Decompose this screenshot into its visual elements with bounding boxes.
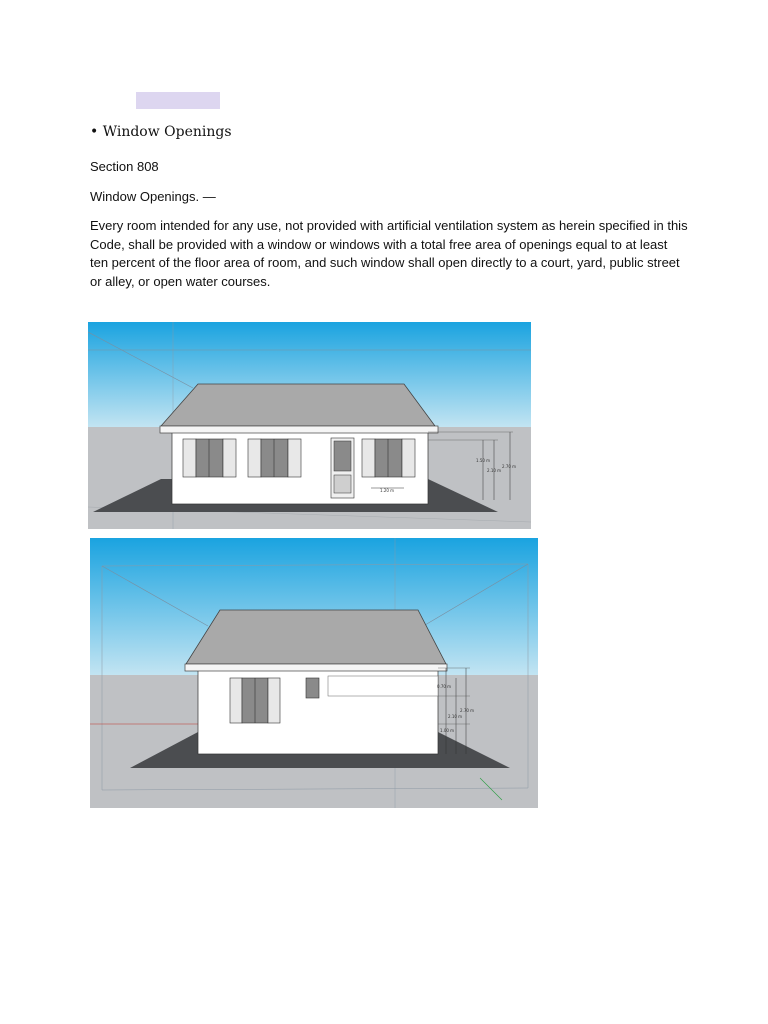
section-title: Window Openings. — — [90, 189, 216, 204]
dimension-label: 2.10 m — [487, 468, 502, 473]
text-highlight-mark — [136, 92, 220, 109]
dimension-label: 2.70 m — [502, 464, 517, 469]
body-line: Every room intended for any use, not provided with artificial ventilation system as herein specified in this — [90, 218, 688, 233]
house-side-elevation-image — [90, 538, 538, 808]
roof-fascia — [160, 426, 438, 433]
front-door — [331, 438, 354, 498]
front-window-3 — [362, 439, 415, 477]
dimension-label: 0.70 m — [437, 684, 452, 689]
section-label: Section 808 — [90, 159, 159, 174]
body-line: ten percent of the floor area of room, and such window shall open directly to a court, yard, public street — [90, 255, 680, 270]
dimension-label: 2.70 m — [460, 708, 475, 713]
front-window-2 — [248, 439, 301, 477]
front-window-1 — [183, 439, 236, 477]
dimension-guide-box — [328, 676, 438, 696]
house-roof — [186, 610, 446, 664]
dimension-label: 1.50 m — [476, 458, 491, 463]
house-roof — [161, 384, 435, 426]
dimension-label: 1.20 m — [380, 488, 395, 493]
body-line: or alley, or open water courses. — [90, 273, 271, 289]
roof-fascia — [185, 664, 447, 671]
bullet-heading: • Window Openings — [90, 124, 232, 140]
dimension-label: 2.10 m — [448, 714, 463, 719]
small-vent-window — [306, 678, 319, 698]
body-paragraph — [90, 217, 690, 291]
house-front-elevation-image — [88, 322, 531, 529]
dimension-label: 1.00 m — [440, 728, 455, 733]
body-line: Code, shall be provided with a window or windows with a total free area of openings equal to at least — [90, 236, 668, 252]
side-window — [230, 678, 280, 723]
